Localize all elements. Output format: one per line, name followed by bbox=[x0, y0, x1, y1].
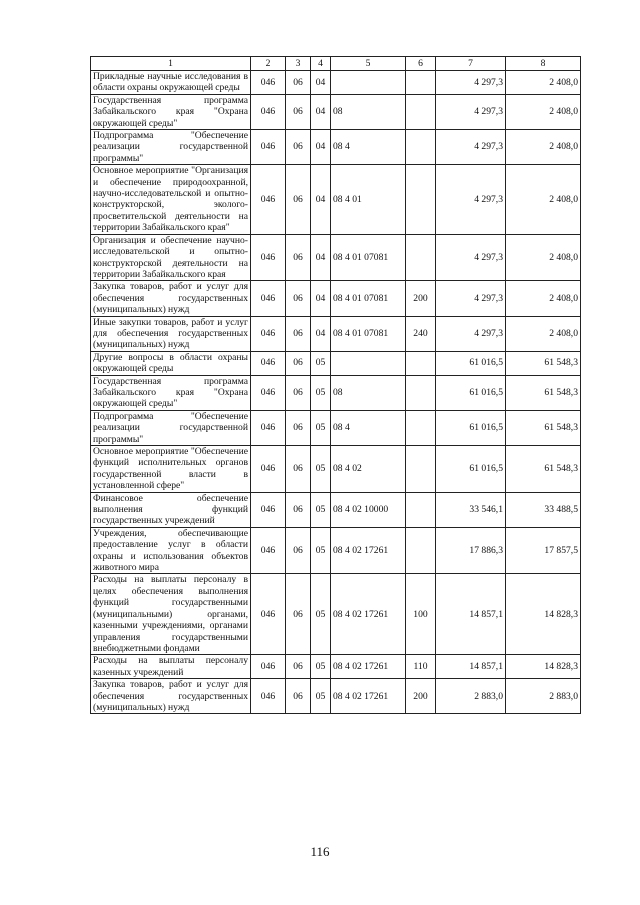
table-row bbox=[91, 410, 581, 445]
amount-cell: 2 408,0 bbox=[506, 165, 581, 234]
row-name-cell: Закупка товаров, работ и услуг для обеспечения государственных (муниципальных) нужд bbox=[91, 281, 251, 316]
amount-cell: 61 548,3 bbox=[506, 375, 581, 410]
column-header: 7 bbox=[436, 57, 506, 71]
subsection-code-cell: 05 bbox=[311, 410, 331, 445]
target-article-cell: 08 4 02 17261 bbox=[331, 574, 406, 655]
expense-type-cell bbox=[406, 165, 436, 234]
target-article-cell: 08 4 01 bbox=[331, 165, 406, 234]
amount-cell: 14 857,1 bbox=[436, 574, 506, 655]
row-name-cell: Основное мероприятие "Обеспечение функций исполнительных органов государственной власти в установленной сфере" bbox=[91, 446, 251, 493]
amount-cell: 33 546,1 bbox=[436, 492, 506, 527]
target-article-cell: 08 4 02 10000 bbox=[331, 492, 406, 527]
table-row bbox=[91, 527, 581, 574]
table-row bbox=[91, 281, 581, 316]
ved-code-cell: 046 bbox=[251, 679, 286, 714]
table-row bbox=[91, 446, 581, 493]
amount-cell: 61 548,3 bbox=[506, 446, 581, 493]
row-name-cell: Расходы на выплаты персоналу в целях обеспечения выполнения функций государственными (муниципальными) органами, казенными учреждениями, органами управления государственными внебюджетными фондами bbox=[91, 574, 251, 655]
expense-type-cell: 200 bbox=[406, 281, 436, 316]
expense-type-cell bbox=[406, 234, 436, 281]
expense-type-cell bbox=[406, 351, 436, 375]
amount-cell: 4 297,3 bbox=[436, 130, 506, 165]
table-row bbox=[91, 71, 581, 95]
row-name-cell: Подпрограмма "Обеспечение реализации государственной программы" bbox=[91, 130, 251, 165]
target-article-cell: 08 4 02 bbox=[331, 446, 406, 493]
amount-cell: 61 548,3 bbox=[506, 351, 581, 375]
subsection-code-cell: 04 bbox=[311, 234, 331, 281]
section-code-cell: 06 bbox=[286, 410, 311, 445]
table-row bbox=[91, 234, 581, 281]
table-row bbox=[91, 94, 581, 129]
amount-cell: 2 883,0 bbox=[506, 679, 581, 714]
amount-cell: 14 828,3 bbox=[506, 655, 581, 679]
column-header: 1 bbox=[91, 57, 251, 71]
row-name-cell: Прикладные научные исследования в области охраны окружающей среды bbox=[91, 71, 251, 95]
section-code-cell: 06 bbox=[286, 234, 311, 281]
row-name-cell: Организация и обеспечение научно-исследовательской и опытно-конструкторской деятельности на территории Забайкальского края bbox=[91, 234, 251, 281]
ved-code-cell: 046 bbox=[251, 527, 286, 574]
subsection-code-cell: 04 bbox=[311, 316, 331, 351]
subsection-code-cell: 05 bbox=[311, 679, 331, 714]
target-article-cell: 08 bbox=[331, 94, 406, 129]
section-code-cell: 06 bbox=[286, 375, 311, 410]
subsection-code-cell: 04 bbox=[311, 130, 331, 165]
row-name-cell: Закупка товаров, работ и услуг для обеспечения государственных (муниципальных) нужд bbox=[91, 679, 251, 714]
expense-type-cell: 240 bbox=[406, 316, 436, 351]
subsection-code-cell: 05 bbox=[311, 351, 331, 375]
ved-code-cell: 046 bbox=[251, 655, 286, 679]
section-code-cell: 06 bbox=[286, 679, 311, 714]
row-name-cell: Государственная программа Забайкальского края "Охрана окружающей среды" bbox=[91, 375, 251, 410]
page-number: 116 bbox=[310, 844, 330, 859]
amount-cell: 14 828,3 bbox=[506, 574, 581, 655]
ved-code-cell: 046 bbox=[251, 316, 286, 351]
amount-cell: 33 488,5 bbox=[506, 492, 581, 527]
amount-cell: 4 297,3 bbox=[436, 71, 506, 95]
expense-type-cell: 110 bbox=[406, 655, 436, 679]
section-code-cell: 06 bbox=[286, 316, 311, 351]
ved-code-cell: 046 bbox=[251, 410, 286, 445]
subsection-code-cell: 05 bbox=[311, 527, 331, 574]
amount-cell: 17 886,3 bbox=[436, 527, 506, 574]
row-name-cell: Другие вопросы в области охраны окружающей среды bbox=[91, 351, 251, 375]
ved-code-cell: 046 bbox=[251, 281, 286, 316]
section-code-cell: 06 bbox=[286, 281, 311, 316]
row-name-cell: Финансовое обеспечение выполнения функций государственных учреждений bbox=[91, 492, 251, 527]
subsection-code-cell: 05 bbox=[311, 655, 331, 679]
target-article-cell: 08 4 01 07081 bbox=[331, 316, 406, 351]
row-name-cell: Государственная программа Забайкальского края "Охрана окружающей среды" bbox=[91, 94, 251, 129]
ved-code-cell: 046 bbox=[251, 234, 286, 281]
amount-cell: 61 016,5 bbox=[436, 375, 506, 410]
column-header: 4 bbox=[311, 57, 331, 71]
expense-type-cell: 100 bbox=[406, 574, 436, 655]
section-code-cell: 06 bbox=[286, 165, 311, 234]
row-name-cell: Расходы на выплаты персоналу казенных учреждений bbox=[91, 655, 251, 679]
column-header: 3 bbox=[286, 57, 311, 71]
subsection-code-cell: 05 bbox=[311, 375, 331, 410]
amount-cell: 61 548,3 bbox=[506, 410, 581, 445]
amount-cell: 2 408,0 bbox=[506, 130, 581, 165]
expense-type-cell bbox=[406, 527, 436, 574]
amount-cell: 2 408,0 bbox=[506, 234, 581, 281]
expense-type-cell bbox=[406, 130, 436, 165]
table-row bbox=[91, 130, 581, 165]
row-name-cell: Подпрограмма "Обеспечение реализации государственной программы" bbox=[91, 410, 251, 445]
section-code-cell: 06 bbox=[286, 574, 311, 655]
ved-code-cell: 046 bbox=[251, 71, 286, 95]
target-article-cell: 08 bbox=[331, 375, 406, 410]
table-row bbox=[91, 574, 581, 655]
row-name-cell: Основное мероприятие "Организация и обеспечение природоохранной, научно-исследовательской и опытно-конструкторской, эколого-просветительской деятельности на территории Забайкальского края" bbox=[91, 165, 251, 234]
subsection-code-cell: 04 bbox=[311, 71, 331, 95]
amount-cell: 4 297,3 bbox=[436, 281, 506, 316]
column-header: 8 bbox=[506, 57, 581, 71]
amount-cell: 17 857,5 bbox=[506, 527, 581, 574]
amount-cell: 61 016,5 bbox=[436, 351, 506, 375]
subsection-code-cell: 05 bbox=[311, 574, 331, 655]
table-row bbox=[91, 165, 581, 234]
expense-type-cell: 200 bbox=[406, 679, 436, 714]
amount-cell: 4 297,3 bbox=[436, 234, 506, 281]
subsection-code-cell: 04 bbox=[311, 165, 331, 234]
column-header: 6 bbox=[406, 57, 436, 71]
target-article-cell: 08 4 bbox=[331, 130, 406, 165]
target-article-cell bbox=[331, 71, 406, 95]
table-row bbox=[91, 351, 581, 375]
amount-cell: 4 297,3 bbox=[436, 94, 506, 129]
section-code-cell: 06 bbox=[286, 351, 311, 375]
amount-cell: 61 016,5 bbox=[436, 446, 506, 493]
expense-type-cell bbox=[406, 492, 436, 527]
ved-code-cell: 046 bbox=[251, 574, 286, 655]
ved-code-cell: 046 bbox=[251, 446, 286, 493]
section-code-cell: 06 bbox=[286, 655, 311, 679]
section-code-cell: 06 bbox=[286, 130, 311, 165]
amount-cell: 2 408,0 bbox=[506, 94, 581, 129]
target-article-cell bbox=[331, 351, 406, 375]
budget-table bbox=[90, 56, 581, 714]
target-article-cell: 08 4 02 17261 bbox=[331, 679, 406, 714]
amount-cell: 2 408,0 bbox=[506, 316, 581, 351]
ved-code-cell: 046 bbox=[251, 94, 286, 129]
ved-code-cell: 046 bbox=[251, 130, 286, 165]
subsection-code-cell: 05 bbox=[311, 446, 331, 493]
expense-type-cell bbox=[406, 446, 436, 493]
target-article-cell: 08 4 02 17261 bbox=[331, 655, 406, 679]
table-row bbox=[91, 316, 581, 351]
amount-cell: 2 883,0 bbox=[436, 679, 506, 714]
target-article-cell: 08 4 01 07081 bbox=[331, 281, 406, 316]
subsection-code-cell: 04 bbox=[311, 94, 331, 129]
ved-code-cell: 046 bbox=[251, 492, 286, 527]
amount-cell: 2 408,0 bbox=[506, 71, 581, 95]
amount-cell: 61 016,5 bbox=[436, 410, 506, 445]
section-code-cell: 06 bbox=[286, 71, 311, 95]
amount-cell: 4 297,3 bbox=[436, 165, 506, 234]
subsection-code-cell: 05 bbox=[311, 492, 331, 527]
row-name-cell: Иные закупки товаров, работ и услуг для обеспечения государственных (муниципальных) нужд bbox=[91, 316, 251, 351]
target-article-cell: 08 4 bbox=[331, 410, 406, 445]
amount-cell: 14 857,1 bbox=[436, 655, 506, 679]
table-row bbox=[91, 679, 581, 714]
target-article-cell: 08 4 01 07081 bbox=[331, 234, 406, 281]
ved-code-cell: 046 bbox=[251, 351, 286, 375]
table-row bbox=[91, 492, 581, 527]
column-header: 5 bbox=[331, 57, 406, 71]
row-name-cell: Учреждения, обеспечивающие предоставление услуг в области охраны и использования объектов животного мира bbox=[91, 527, 251, 574]
table-row bbox=[91, 375, 581, 410]
amount-cell: 2 408,0 bbox=[506, 281, 581, 316]
expense-type-cell bbox=[406, 71, 436, 95]
section-code-cell: 06 bbox=[286, 492, 311, 527]
column-header: 2 bbox=[251, 57, 286, 71]
amount-cell: 4 297,3 bbox=[436, 316, 506, 351]
expense-type-cell bbox=[406, 410, 436, 445]
ved-code-cell: 046 bbox=[251, 165, 286, 234]
table-row bbox=[91, 655, 581, 679]
section-code-cell: 06 bbox=[286, 527, 311, 574]
table-header-row bbox=[91, 57, 581, 71]
expense-type-cell bbox=[406, 375, 436, 410]
expense-type-cell bbox=[406, 94, 436, 129]
ved-code-cell: 046 bbox=[251, 375, 286, 410]
section-code-cell: 06 bbox=[286, 94, 311, 129]
section-code-cell: 06 bbox=[286, 446, 311, 493]
subsection-code-cell: 04 bbox=[311, 281, 331, 316]
target-article-cell: 08 4 02 17261 bbox=[331, 527, 406, 574]
